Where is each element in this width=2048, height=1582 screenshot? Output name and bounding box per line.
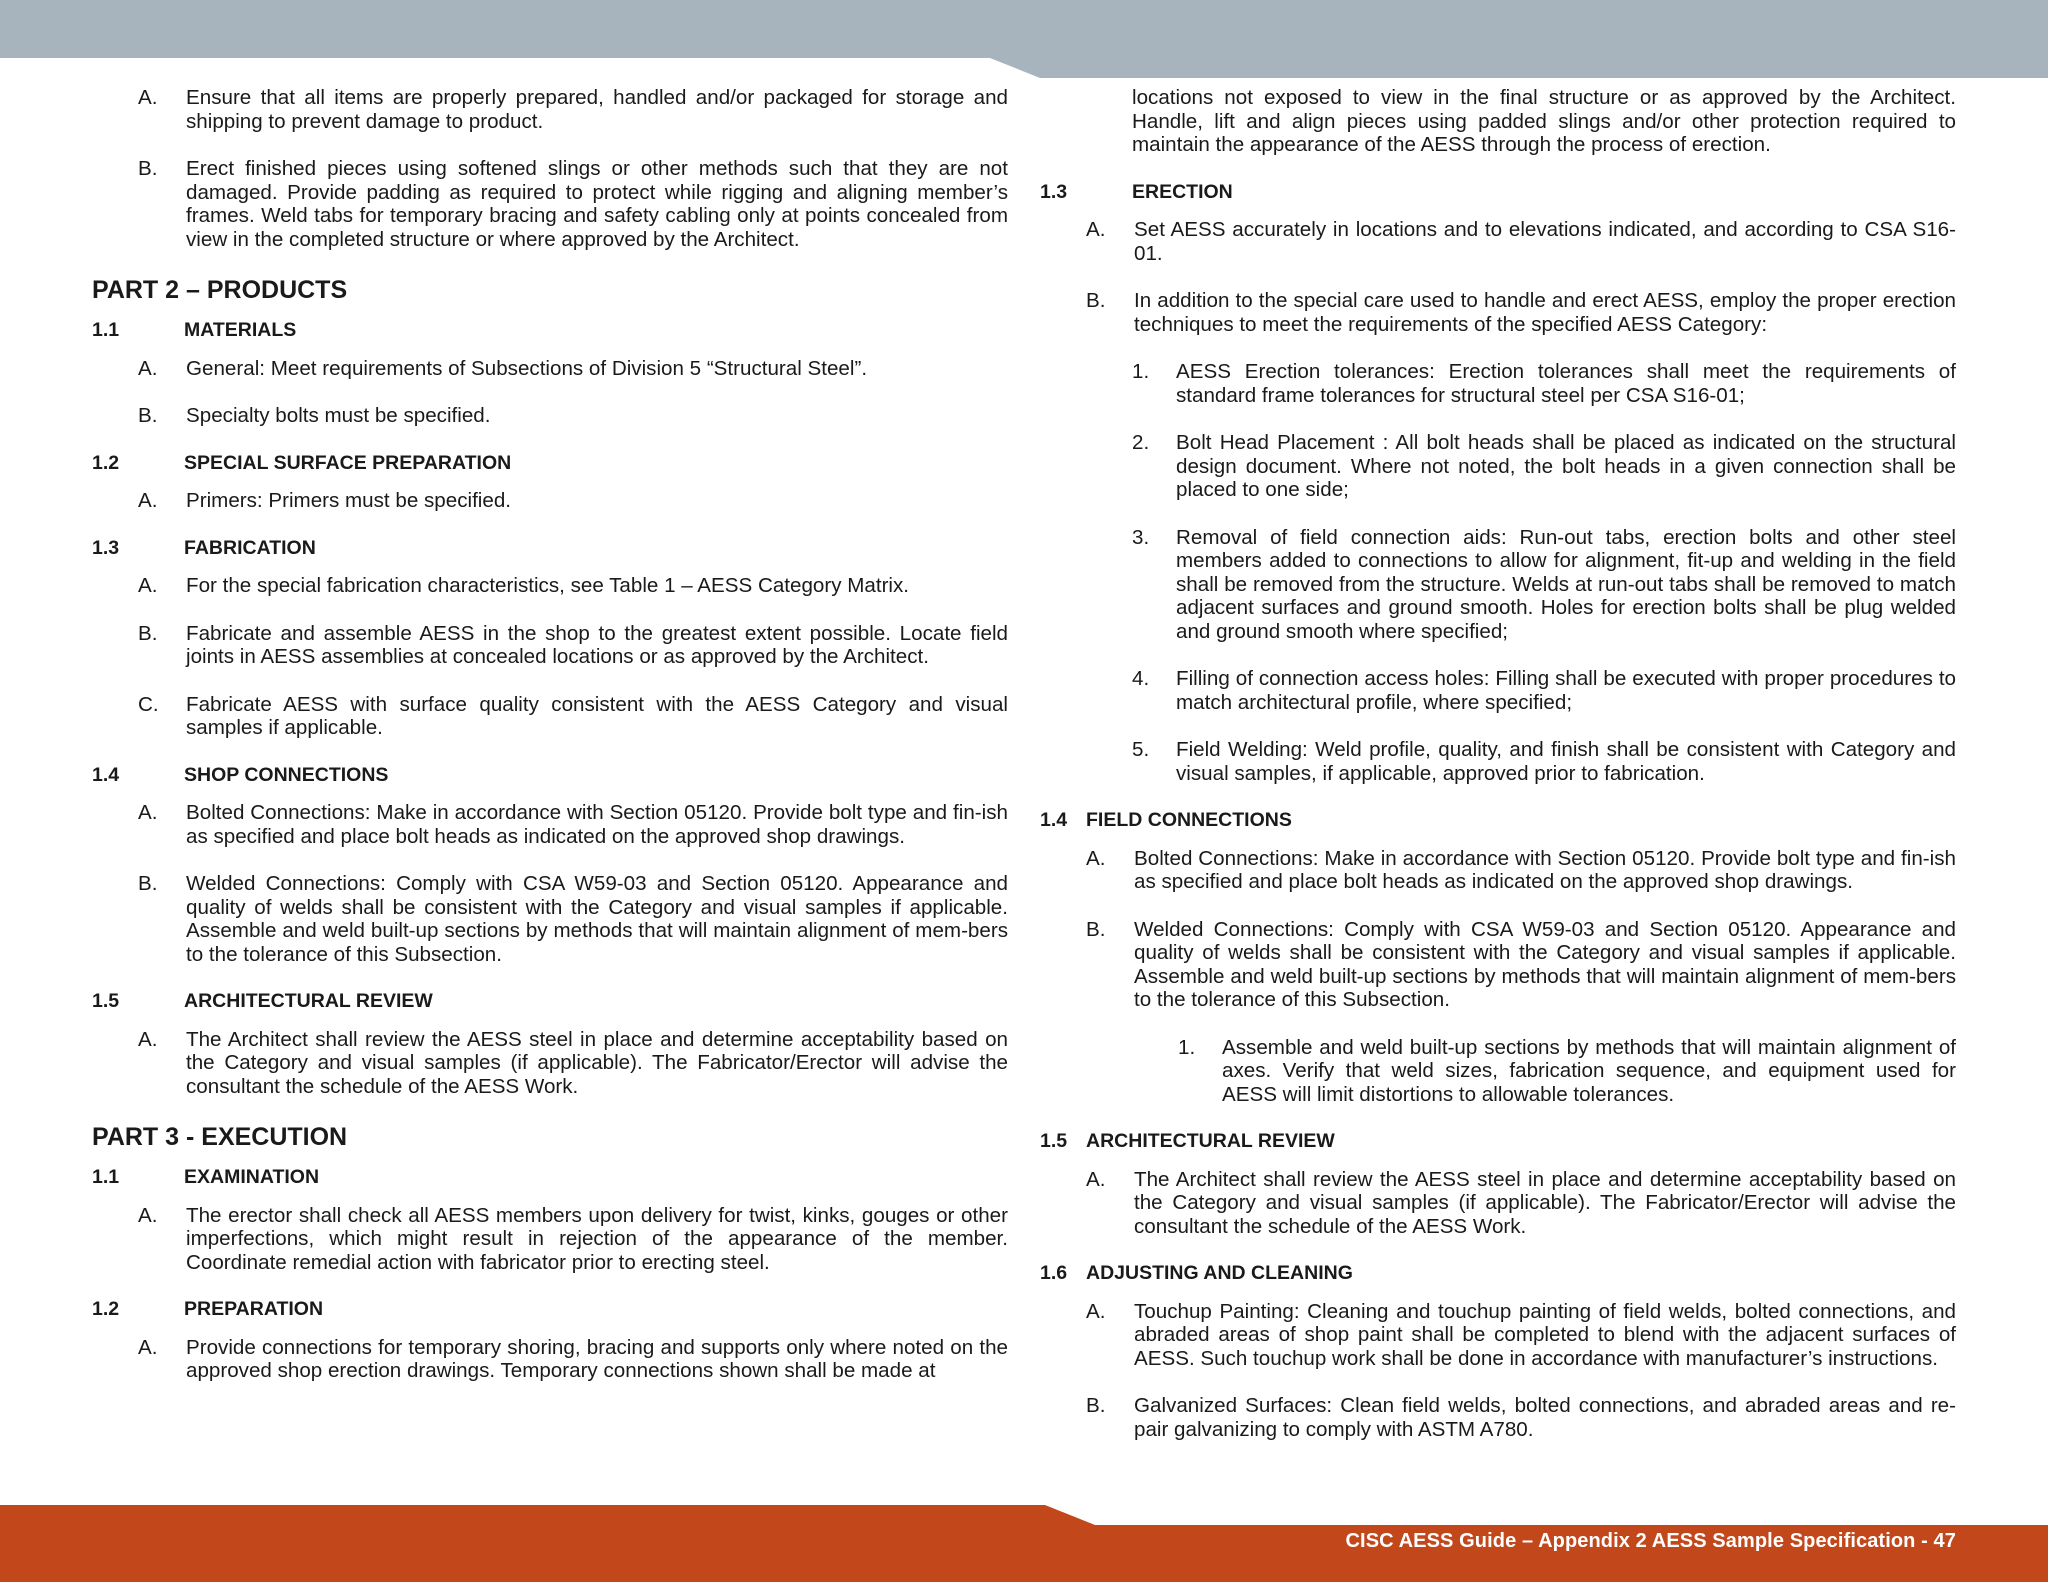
part-heading-products: PART 2 – PRODUCTS [92,276,348,304]
item-label: A. [1086,1299,1106,1323]
item-label: B. [138,157,158,180]
section-number: 1.6 [1040,1262,1068,1284]
item-label: A. [138,356,158,380]
section-heading-fabrication [92,537,1008,561]
item-text: Specialty bolts must be specified. [186,404,491,427]
item-text: Removal of field connection aids: Run-out tabs, erection bolts and other steel members added to connections to allow for alignment, fit-up and welding in the field shall be removed from the structure. Welds at run-out tabs shall be removed to match adjacent surfaces and ground smooth. Holes for erection bolts shall be plug welded and ground smooth where specified; [1176,525,1956,643]
section-title: SHOP CONNECTIONS [184,763,389,786]
section-heading-examination [92,1166,1008,1190]
section-heading-preparation [92,1298,1008,1322]
item-label: A. [138,1203,158,1227]
section-number: 1.4 [1040,809,1068,831]
list-item [92,1336,1008,1383]
section-title: SPECIAL SURFACE PREPARATION [184,451,512,474]
item-text: locations not exposed to view in the final structure or as approved by the Architect. Handle, lift and align pieces using padded slings and/or other protection required to maintain the appearance of the AESS through the process of erection. [1132,86,1956,156]
item-text: General: Meet requirements of Subsections of Division 5 “Structural Steel”. [186,356,868,380]
list-item [92,622,1008,669]
list-item [92,1028,1008,1099]
list-item [92,574,1008,598]
list-item [92,86,1008,133]
section-number: 1.1 [92,1166,120,1188]
part-heading-execution: PART 3 - EXECUTION [92,1123,348,1151]
list-item [92,1204,1008,1275]
item-label: B. [138,621,158,645]
item-text: Welded Connections: Comply with CSA W59-03 and Section 05120. Appearance and quality of welds shall be consistent with the Category and visual samples if applicable. Assemble and weld built-up sections by methods that will maintain alignment of mem-bers to the tolerance of this Subsection. [1134,917,1956,1011]
list-item [1040,218,1956,265]
item-text: Bolt Head Placement : All bolt heads shall be placed as indicated on the structural design document. Where not noted, the bolt heads in a given connection shall be placed to one side; [1176,431,1956,501]
item-text: Fabricate and assemble AESS in the shop to the greatest extent possible. Locate field joints in AESS assemblies at concealed locations or as approved by the Architect. [186,621,1008,668]
section-heading-adjusting-cleaning [1040,1262,1956,1286]
section-heading-materials [92,319,1008,343]
list-item [1040,289,1956,336]
header-band [0,0,2048,78]
item-label: A. [138,574,158,597]
item-label: A. [1086,1167,1106,1191]
section-number: 1.5 [1040,1130,1068,1152]
page-footer: CISC AESS Guide – Appendix 2 AESS Sample Specification - 47 [1345,1530,1956,1552]
item-text: Welded Connections: Comply with CSA W59-03 and Section 05120. Appearance and quality of welds shall be consistent with the Category and visual samples if applicable. Assemble and weld built-up sections by methods that will maintain alignment of mem-bers to the tolerance of this Subsection. [186,872,1008,966]
item-label: 1. [1132,360,1150,383]
item-label: A. [138,86,158,109]
section-title: ARCHITECTURAL REVIEW [1086,1130,1335,1152]
item-text: In addition to the special care used to handle and erect AESS, employ the proper erection techniques to meet the requirements of the specified AESS Category: [1134,289,1956,336]
sub-list-item [1040,667,1956,714]
list-item [92,801,1008,848]
item-text: Filling of connection access holes: Filling shall be executed with proper procedures to match architectural profile, where specified; [1176,667,1956,714]
item-text: Galvanized Surfaces: Clean field welds, bolted connections, and abraded areas and re-pair galvanizing to comply with ASTM A780. [1134,1394,1956,1441]
item-text: Touchup Painting: Cleaning and touchup painting of field welds, bolted connections, and abraded areas of shop paint shall be completed to blend with the adjacent surfaces of AESS. Such touchup work shall be done in accordance with manufacturer’s instructions. [1134,1299,1956,1370]
section-number: 1.1 [92,319,120,341]
list-item [1040,847,1956,894]
item-label: B. [138,872,158,895]
list-item [1040,918,1956,1012]
item-label: B. [1086,917,1106,941]
item-label: 2. [1132,431,1150,454]
section-title: MATERIALS [184,319,297,341]
list-item [1040,1300,1956,1371]
section-title: FABRICATION [184,536,316,559]
sub-list-item [1040,738,1956,785]
item-text: Erect finished pieces using softened slings or other methods such that they are not damaged. Provide padding as required to protect while rigging and aligning member’s frames. Weld tabs for temporary bracing and safety cabling only at points concealed from view in the completed structure or where approved by the Architect. [186,157,1008,251]
item-text: Field Welding: Weld profile, quality, and finish shall be consistent with Category and visual samples, if applicable, approved prior to fabrication. [1176,738,1956,785]
item-label: A. [1086,846,1106,870]
section-title: ERECTION [1132,180,1233,203]
section-title: EXAMINATION [184,1166,320,1188]
item-text: Assemble and weld built-up sections by methods that will maintain alignment of axes. Verify that weld sizes, fabrication sequence, and equipment used for AESS will limit distortions to allowable tolerances. [1222,1035,1956,1106]
item-text: The Architect shall review the AESS steel in place and determine acceptability based on the Category and visual samples (if applicable). The Fabricator/Erector will advise the consultant the schedule of the AESS Work. [186,1027,1008,1098]
right-column [1040,86,1956,1465]
item-text: Provide connections for temporary shoring, bracing and supports only where noted on the approved shop erection drawings. Temporary connections shown shall be made at [186,1335,1008,1382]
section-number: 1.2 [92,451,120,474]
section-title: PREPARATION [184,1298,324,1320]
section-heading-field-connections [1040,809,1956,833]
item-label: A. [138,489,158,512]
item-label: B. [1086,289,1106,312]
section-title: FIELD CONNECTIONS [1086,809,1292,831]
item-label: 1. [1178,1035,1196,1059]
left-column [92,86,1008,1407]
item-text: The erector shall check all AESS members upon delivery for twist, kinks, gouges or other imperfections, which might result in rejection of the appearance of the member. Coordinate remedial action with fabricator prior to erecting steel. [186,1203,1008,1274]
item-label: C. [138,692,159,716]
list-item [92,357,1008,381]
list-item [92,157,1008,251]
sub-list-item [1040,526,1956,644]
item-text: For the special fabrication characteristics, see Table 1 – AESS Category Matrix. [186,574,910,597]
section-number: 1.5 [92,990,120,1012]
section-heading-shop-connections [92,764,1008,788]
list-item [1040,1168,1956,1239]
list-item [92,489,1008,513]
list-item [92,872,1008,966]
list-item [92,693,1008,740]
section-heading-architectural-review [1040,1130,1956,1154]
item-label: B. [138,404,158,427]
list-item [1040,1394,1956,1441]
item-label: 5. [1132,738,1150,761]
list-item-continuation [1040,86,1956,157]
section-number: 1.4 [92,763,120,786]
item-label: B. [1086,1394,1106,1417]
item-label: A. [138,1335,158,1359]
item-text: Fabricate AESS with surface quality consistent with the AESS Category and visual samples if applicable. [186,692,1008,739]
item-text: Bolted Connections: Make in accordance with Section 05120. Provide bolt type and fin-ish as specified and place bolt heads as indicated on the approved shop drawings. [1134,846,1956,893]
item-text: Primers: Primers must be specified. [186,489,512,512]
section-heading-architectural-review [92,990,1008,1014]
section-title: ADJUSTING AND CLEANING [1086,1262,1353,1284]
item-label: A. [138,801,158,824]
section-heading-erection [1040,181,1956,205]
header-band-shape [0,0,2048,78]
item-text: AESS Erection tolerances: Erection tolerances shall meet the requirements of standard frame tolerances for structural steel per CSA S16-01; [1176,360,1956,407]
sub-list-item [1040,1036,1956,1107]
item-label: A. [138,1027,158,1051]
item-text: Ensure that all items are properly prepared, handled and/or packaged for storage and shipping to prevent damage to product. [186,86,1008,133]
section-number: 1.3 [1040,180,1068,203]
section-title: ARCHITECTURAL REVIEW [184,990,433,1012]
section-number: 1.2 [92,1298,120,1320]
list-item [92,404,1008,428]
section-number: 1.3 [92,536,120,559]
item-text: Set AESS accurately in locations and to elevations indicated, and according to CSA S16-01. [1134,218,1956,265]
item-label: 3. [1132,525,1150,549]
sub-list-item [1040,431,1956,502]
item-text: Bolted Connections: Make in accordance with Section 05120. Provide bolt type and fin-ish as specified and place bolt heads as indicated on the approved shop drawings. [186,801,1008,848]
section-heading-surface-preparation [92,452,1008,476]
sub-list-item [1040,360,1956,407]
item-label: 4. [1132,667,1150,690]
item-text: The Architect shall review the AESS steel in place and determine acceptability based on the Category and visual samples (if applicable). The Fabricator/Erector will advise the consultant the schedule of the AESS Work. [1134,1167,1956,1238]
item-label: A. [1086,218,1106,241]
